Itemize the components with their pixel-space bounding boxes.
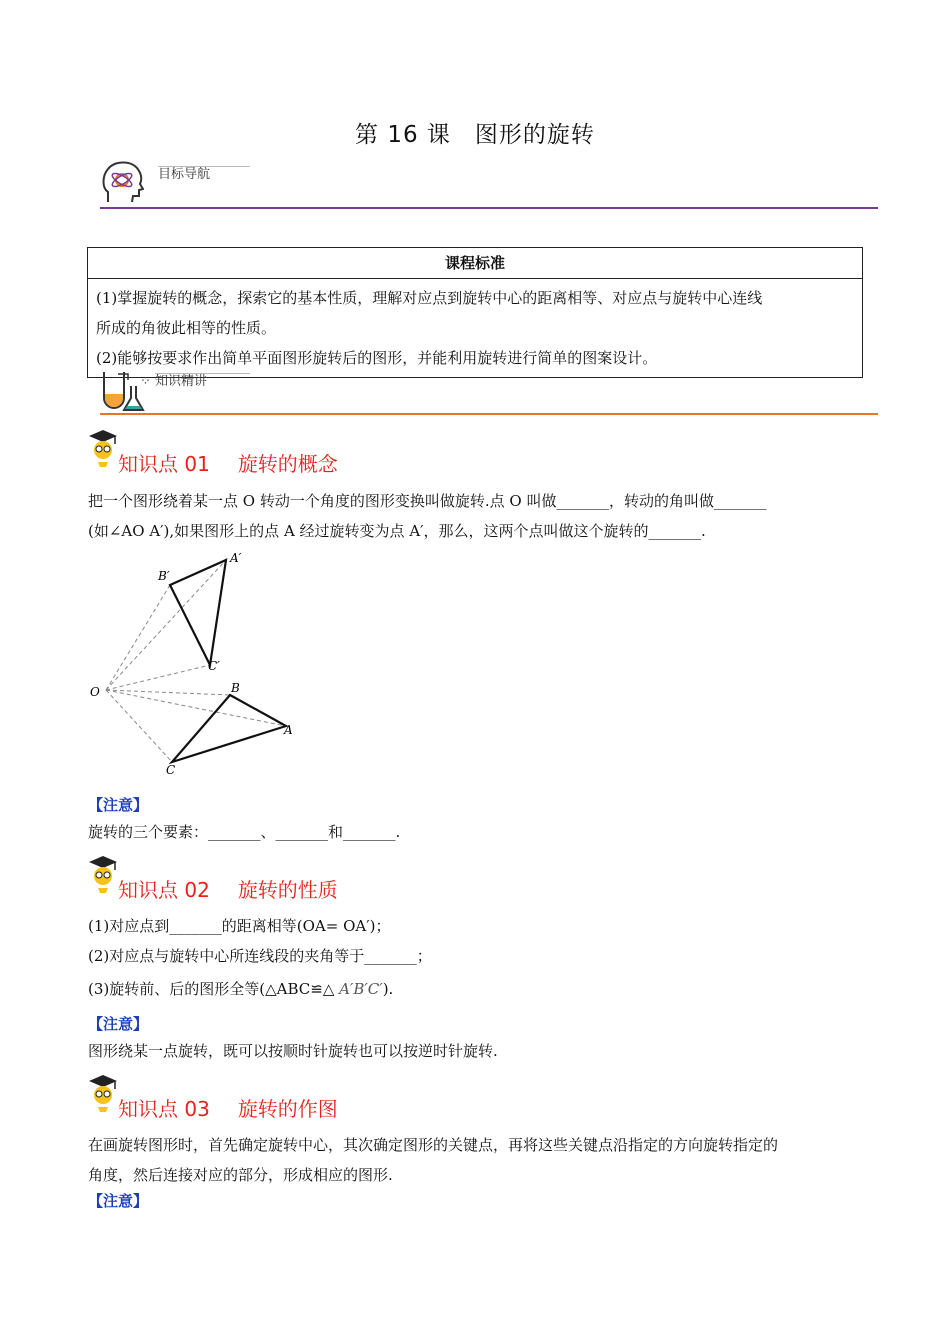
graduate-icon bbox=[86, 428, 120, 468]
sparkle-icon: ⁘ bbox=[140, 374, 156, 389]
page-title: 第 16 课 图形的旋转 bbox=[355, 122, 595, 148]
kp2-note-label: 【注意】 bbox=[88, 1015, 149, 1033]
kp3-heading bbox=[118, 1093, 338, 1122]
graduate-icon bbox=[86, 854, 120, 894]
triangle-abc bbox=[172, 695, 286, 762]
kp2-item-2: (2)对应点与旋转中心所连线段的夹角等于_______； bbox=[88, 947, 432, 965]
label-c-prime: C′ bbox=[208, 659, 220, 673]
lab-flask-icon bbox=[98, 368, 146, 414]
knowledge-nav-thin-line bbox=[155, 373, 250, 374]
kp1-heading bbox=[118, 448, 338, 477]
kp2-item-1: (1)对应点到_______的距离相等(OA= OA′)； bbox=[88, 917, 391, 935]
kp2-number: 知识点 02 bbox=[118, 878, 210, 902]
kp2-item-3 bbox=[88, 974, 393, 1004]
standard-line-2: 所成的角彼此相等的性质。 bbox=[96, 319, 277, 337]
standard-line-1: (1)掌握旋转的概念，探索它的基本性质，理解对应点到旋转中心的距离相等、对应点与旋转中心连线 bbox=[96, 289, 763, 307]
label-b-prime: B′ bbox=[158, 569, 170, 583]
kp2-item-3-text: (3)旋转前、后的图形全等(△ABC≌△ bbox=[88, 980, 340, 998]
knowledge-nav-text: 知识精讲 bbox=[155, 374, 208, 389]
label-a: A bbox=[284, 723, 293, 737]
graduate-icon bbox=[86, 1073, 120, 1113]
goal-nav-thin-line bbox=[158, 166, 250, 167]
goal-nav-label: 目标导航 bbox=[158, 167, 211, 182]
kp2-item-3-math: A′B′C′ bbox=[339, 980, 383, 998]
standard-line-3: (2)能够按要求作出简单平面图形旋转后的图形，并能利用旋转进行简单的图案设计。 bbox=[96, 349, 658, 367]
kp2-name: 旋转的性质 bbox=[237, 878, 338, 902]
head-gear-icon bbox=[100, 158, 144, 206]
rotation-figure bbox=[88, 548, 298, 780]
label-a-prime: A′ bbox=[230, 551, 242, 565]
kp3-number: 知识点 03 bbox=[118, 1097, 210, 1121]
label-c: C bbox=[166, 763, 176, 777]
label-b: B bbox=[231, 681, 240, 695]
knowledge-nav-divider bbox=[100, 413, 878, 415]
kp2-item-3-end: ). bbox=[382, 980, 394, 998]
kp3-name: 旋转的作图 bbox=[237, 1097, 338, 1121]
kp1-paragraph-2: (如∠AO A′),如果图形上的点 A 经过旋转变为点 A′，那么，这两个点叫做这个旋转的_______. bbox=[88, 522, 706, 540]
triangle-a1b1c1 bbox=[170, 560, 226, 665]
kp3-paragraph-1: 在画旋转图形时，首先确定旋转中心，其次确定图形的关键点，再将这些关键点沿指定的方向旋转指定的 bbox=[88, 1136, 779, 1154]
kp3-paragraph-2: 角度，然后连接对应的部分，形成相应的图形. bbox=[88, 1166, 393, 1184]
kp1-name: 旋转的概念 bbox=[237, 452, 338, 476]
kp1-note-text: 旋转的三个要素：_______、_______和_______. bbox=[88, 823, 401, 841]
label-o: O bbox=[90, 685, 100, 699]
kp3-note-label: 【注意】 bbox=[88, 1192, 149, 1210]
kp1-paragraph-1: 把一个图形绕着某一点 O 转动一个角度的图形变换叫做旋转.点 O 叫做_______，转动的角叫做_______ bbox=[88, 492, 767, 510]
kp1-number: 知识点 01 bbox=[118, 452, 210, 476]
course-standard-header: 课程标准 bbox=[88, 248, 863, 279]
kp1-note-label: 【注意】 bbox=[88, 796, 149, 814]
course-standard-body bbox=[88, 279, 863, 378]
dashed-connector-lines bbox=[106, 560, 286, 762]
course-standard-table bbox=[87, 247, 863, 378]
kp2-heading bbox=[118, 874, 338, 903]
kp2-note-text: 图形绕某一点旋转，既可以按顺时针旋转也可以按逆时针旋转. bbox=[88, 1042, 498, 1060]
goal-nav-divider bbox=[100, 207, 878, 209]
